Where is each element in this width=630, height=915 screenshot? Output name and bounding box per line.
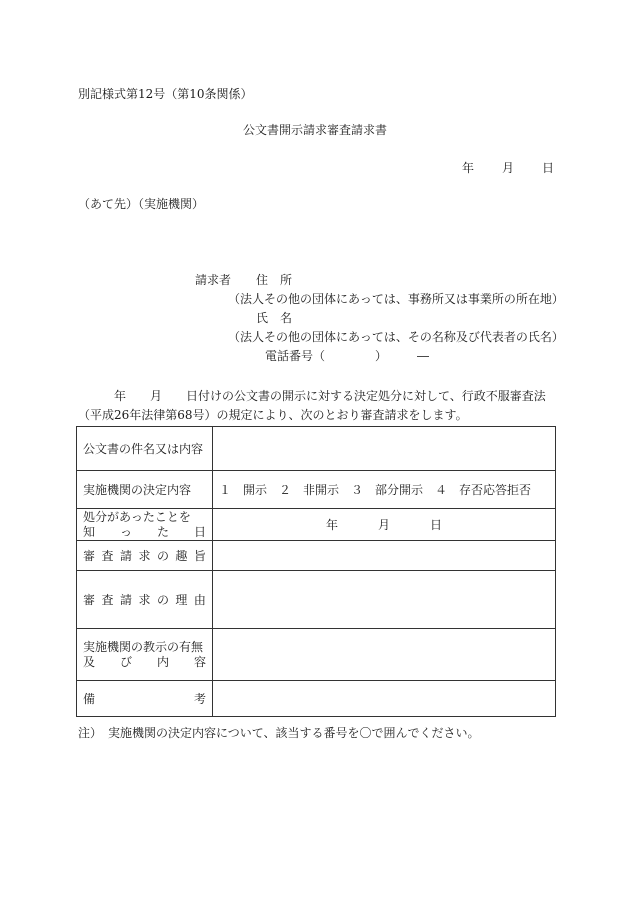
row-label-top: 処分があったことを (83, 509, 191, 524)
phone-label: 電話番号（ (265, 349, 326, 363)
table-row (77, 471, 556, 509)
table-row (77, 509, 556, 541)
decision-options[interactable]: １ 開示 ２ 非開示 ３ 部分開示 ４ 存否応答拒否 (213, 471, 556, 509)
row-label (77, 509, 213, 541)
request-purpose-field[interactable] (213, 541, 556, 571)
footnote: 注） 実施機関の決定内容について、該当する番号を〇で囲んでください。 (78, 726, 480, 740)
subject-field[interactable] (213, 427, 556, 471)
date-year: 年 (462, 161, 475, 175)
addressee: （あて先）（実施機関） (78, 197, 205, 211)
table-row (77, 629, 556, 681)
date-day: 日 (542, 161, 555, 175)
instruction-field[interactable] (213, 629, 556, 681)
date-line (462, 162, 554, 174)
date-month: 月 (502, 161, 515, 175)
disposition-date-field[interactable]: 年 月 日 (213, 509, 556, 541)
address-note: （法人その他の団体にあっては、事務所又は事業所の所在地） (228, 292, 564, 306)
statement-line-1-text: 日付けの公文書の開示に対する決定処分に対して、行政不服審査法 (186, 389, 546, 403)
table-row (77, 681, 556, 717)
row-label: 審 査 請 求 の 趣 旨 (77, 541, 213, 571)
request-table (76, 426, 556, 717)
requester-label: 請求者 (195, 273, 232, 287)
row-label: 実施機関の決定内容 (77, 471, 213, 509)
name-label: 氏 名 (256, 311, 293, 325)
phone-close: ） (375, 349, 388, 363)
statement-year: 年 (114, 389, 127, 403)
table-row (77, 541, 556, 571)
table-row (77, 571, 556, 629)
address-label: 住 所 (256, 273, 293, 287)
phone-line (265, 350, 429, 362)
row-label: 備 考 (77, 681, 213, 717)
statement-line-2: （平成26年法律第68号）の規定により、次のとおり審査請求をします。 (78, 408, 468, 422)
form-number-label: 別記様式第12号（第10条関係） (78, 87, 253, 101)
row-label: 審 査 請 求 の 理 由 (77, 571, 213, 629)
row-label: 公文書の件名又は内容 (77, 427, 213, 471)
statement-line-1 (78, 387, 558, 406)
table-row (77, 427, 556, 471)
remarks-field[interactable] (213, 681, 556, 717)
request-reason-field[interactable] (213, 571, 556, 629)
request-statement (78, 387, 558, 425)
row-label-bottom: 知 っ た 日 (83, 524, 206, 539)
document-title: 公文書開示請求審査請求書 (242, 123, 387, 137)
name-note: （法人その他の団体にあっては、その名称及び代表者の氏名） (228, 330, 564, 344)
row-label: 実施機関の教示の有無 及 び 内 容 (77, 629, 213, 681)
statement-month: 月 (150, 389, 163, 403)
phone-dash: ― (417, 349, 430, 363)
